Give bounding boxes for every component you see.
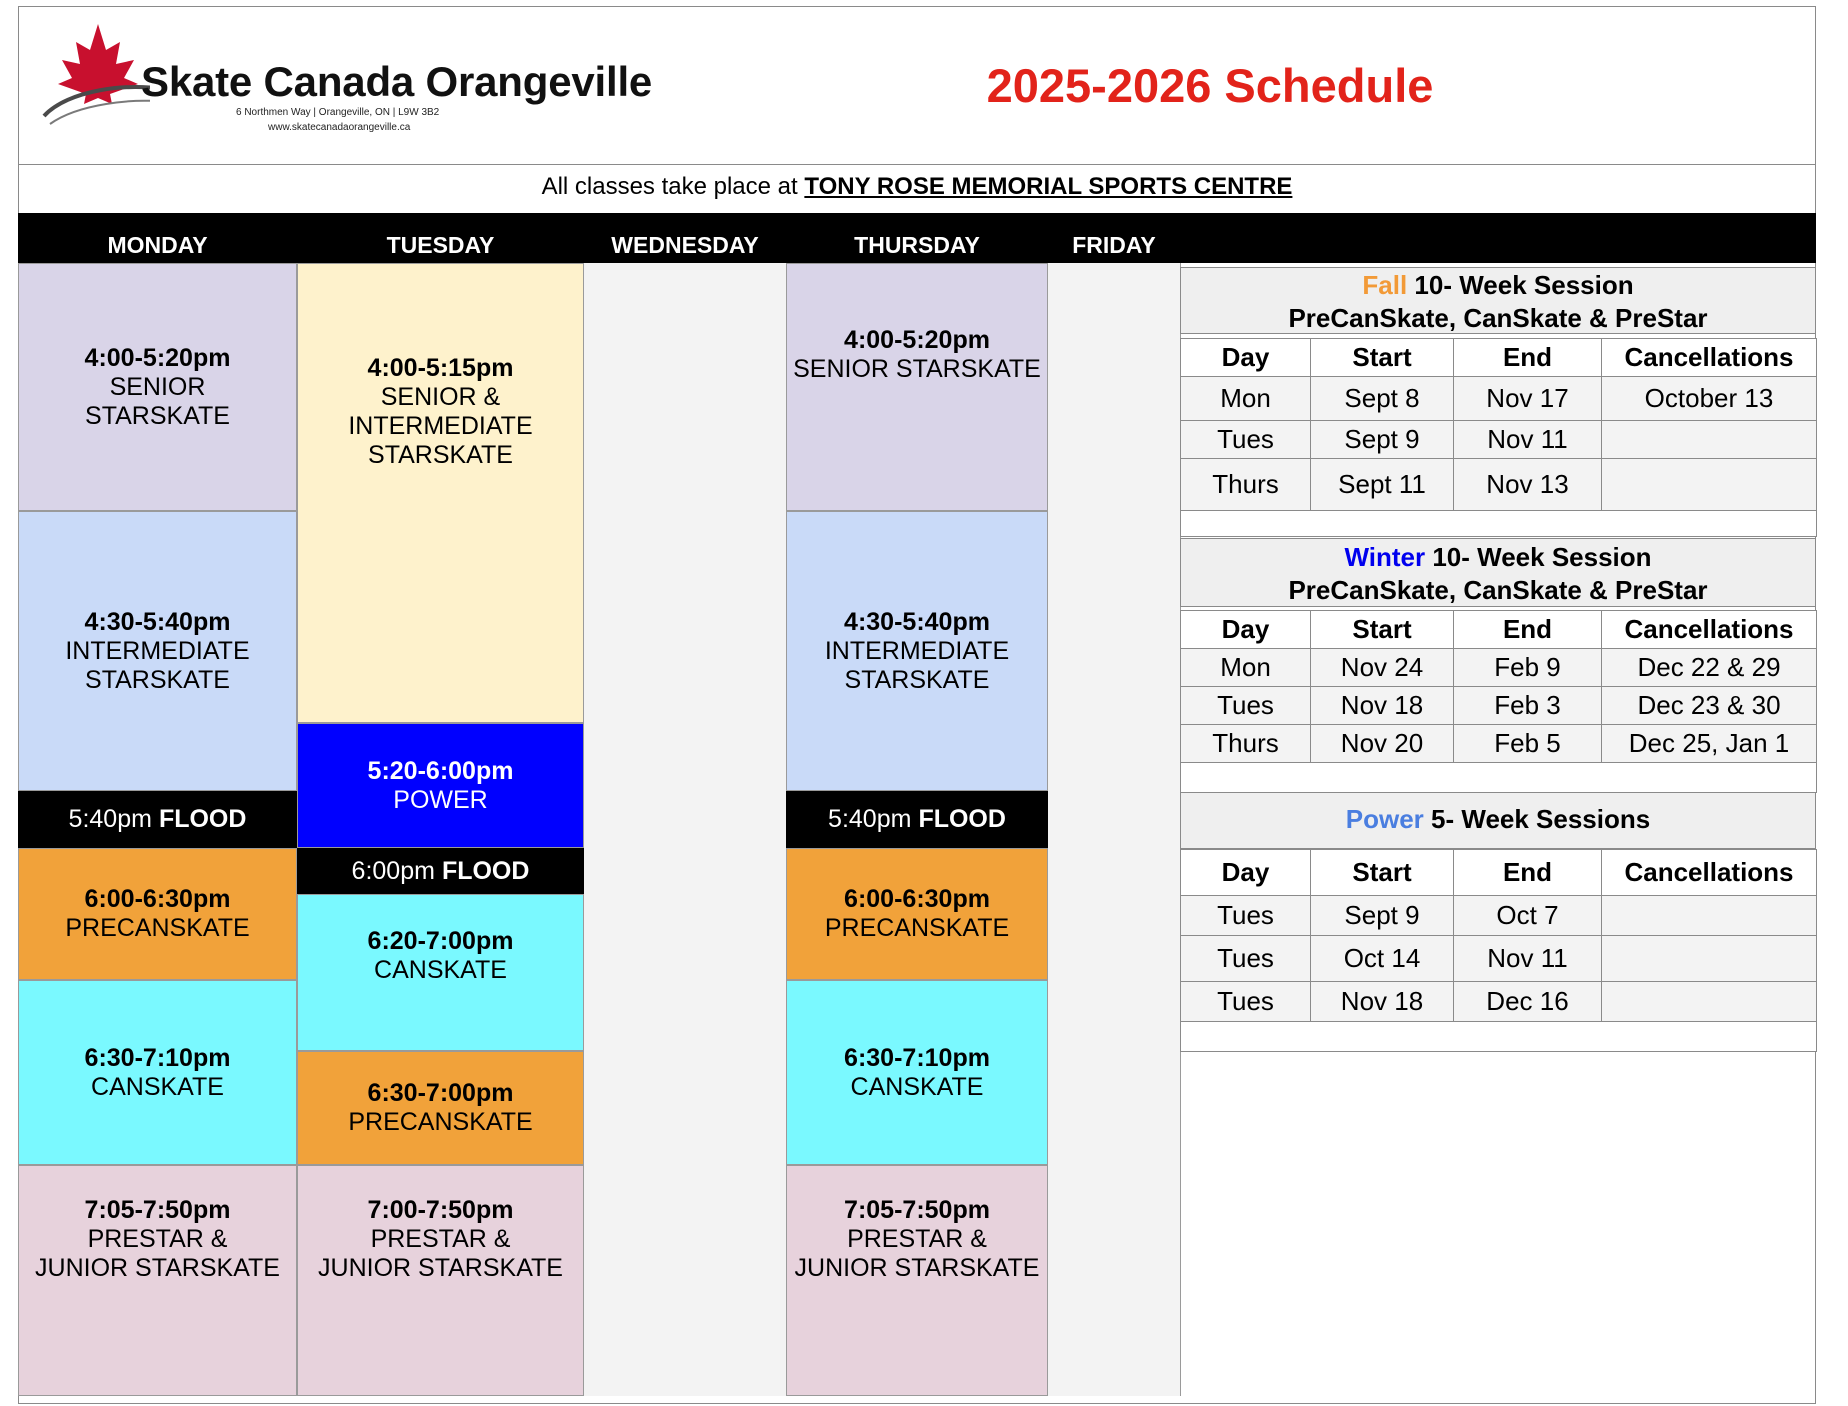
col-end: End [1454, 339, 1602, 377]
table-row: Tues Sept 9 Nov 11 [1181, 421, 1817, 459]
thursday-prestar-junior: 7:05-7:50pm PRESTAR & JUNIOR STARSKATE [786, 1165, 1048, 1396]
day-header-tuesday: TUESDAY [386, 232, 495, 258]
table-row: Tues Oct 14 Nov 11 [1181, 936, 1817, 982]
day-header-friday: FRIDAY [1072, 232, 1156, 258]
org-name: Skate Canada Orangeville [141, 58, 653, 105]
col-cancellations: Cancellations [1602, 339, 1817, 377]
table-row: Mon Sept 8 Nov 17 October 13 [1181, 377, 1817, 421]
monday-precanskate: 6:00-6:30pm PRECANSKATE [18, 848, 297, 980]
fall-session-table [1180, 338, 1817, 537]
thursday-intermediate-starskate: 4:30-5:40pm INTERMEDIATE STARSKATE [786, 511, 1048, 791]
maple-leaf-logo-icon [38, 20, 150, 130]
fall-season-label: Fall [1362, 270, 1408, 300]
table-row: Tues Nov 18 Feb 3 Dec 23 & 30 [1181, 687, 1817, 725]
monday-flood: 5:40pm FLOOD [18, 791, 297, 848]
table-row: Thurs Sept 11 Nov 13 [1181, 459, 1817, 511]
fall-session-header: Fall 10- Week Session PreCanSkate, CanSkate & PreStar [1180, 267, 1816, 334]
table-row: Tues Nov 18 Dec 16 [1181, 982, 1817, 1022]
table-row: Mon Nov 24 Feb 9 Dec 22 & 29 [1181, 649, 1817, 687]
day-header-thursday: THURSDAY [854, 232, 980, 258]
venue-prefix: All classes take place at [541, 173, 798, 200]
winter-session-subtitle: PreCanSkate, CanSkate & PreStar [1288, 575, 1708, 605]
org-website: www.skatecanadaorangeville.ca [268, 122, 411, 133]
winter-session-header: Winter 10- Week Session PreCanSkate, CanSkate & PreStar [1180, 538, 1816, 607]
table-row: Thurs Nov 20 Feb 5 Dec 25, Jan 1 [1181, 725, 1817, 763]
tuesday-senior-intermediate-starskate: 4:00-5:15pm SENIOR & INTERMEDIATE STARSKATE [297, 263, 584, 723]
thursday-canskate: 6:30-7:10pm CANSKATE [786, 980, 1048, 1165]
monday-canskate: 6:30-7:10pm CANSKATE [18, 980, 297, 1165]
col-start: Start [1311, 339, 1454, 377]
monday-senior-starskate: 4:00-5:20pm SENIOR STARSKATE [18, 263, 297, 511]
schedule-title: 2025-2026 Schedule [986, 59, 1434, 112]
tuesday-precanskate: 6:30-7:00pm PRECANSKATE [297, 1051, 584, 1165]
winter-season-label: Winter [1344, 542, 1426, 572]
thursday-precanskate: 6:00-6:30pm PRECANSKATE [786, 848, 1048, 980]
wednesday-column [583, 263, 787, 1396]
org-address: 6 Northmen Way | Orangeville, ON | L9W 3B2 [236, 107, 440, 118]
col-day: Day [1181, 339, 1311, 377]
venue-name: TONY ROSE MEMORIAL SPORTS CENTRE [804, 173, 1293, 200]
friday-column [1047, 263, 1181, 1396]
tuesday-power: 5:20-6:00pm POWER [297, 723, 584, 848]
power-session-table: Day Start End Cancellations Tues Sept 9 Oct 7 Tues Oct 14 Nov 11 Tues Nov 18 Dec 16 [1180, 849, 1817, 1052]
day-header-wednesday: WEDNESDAY [611, 232, 759, 258]
tuesday-prestar-junior: 7:00-7:50pm PRESTAR & JUNIOR STARSKATE [297, 1165, 584, 1396]
tuesday-flood: 6:00pm FLOOD [297, 848, 584, 894]
winter-session-table: Day Start End Cancellations Mon Nov 24 Feb 9 Dec 22 & 29 Tues Nov 18 Feb 3 Dec 23 & 30 Thurs Nov 20 Feb 5 Dec 25, Jan 1 [1180, 610, 1817, 793]
monday-intermediate-starskate: 4:30-5:40pm INTERMEDIATE STARSKATE [18, 511, 297, 791]
power-season-label: Power [1345, 804, 1424, 834]
day-header-monday: MONDAY [107, 232, 208, 258]
table-row: Tues Sept 9 Oct 7 [1181, 896, 1817, 936]
thursday-senior-starskate: 4:00-5:20pm SENIOR STARSKATE [786, 263, 1048, 511]
power-session-header: Power 5- Week Sessions [1180, 792, 1816, 849]
header-divider [18, 164, 1816, 165]
tuesday-canskate: 6:20-7:00pm CANSKATE [297, 894, 584, 1051]
monday-prestar-junior: 7:05-7:50pm PRESTAR & JUNIOR STARSKATE [18, 1165, 297, 1396]
venue-line [18, 173, 1816, 201]
thursday-flood: 5:40pm FLOOD [786, 791, 1048, 848]
fall-session-subtitle: PreCanSkate, CanSkate & PreStar [1288, 303, 1708, 333]
